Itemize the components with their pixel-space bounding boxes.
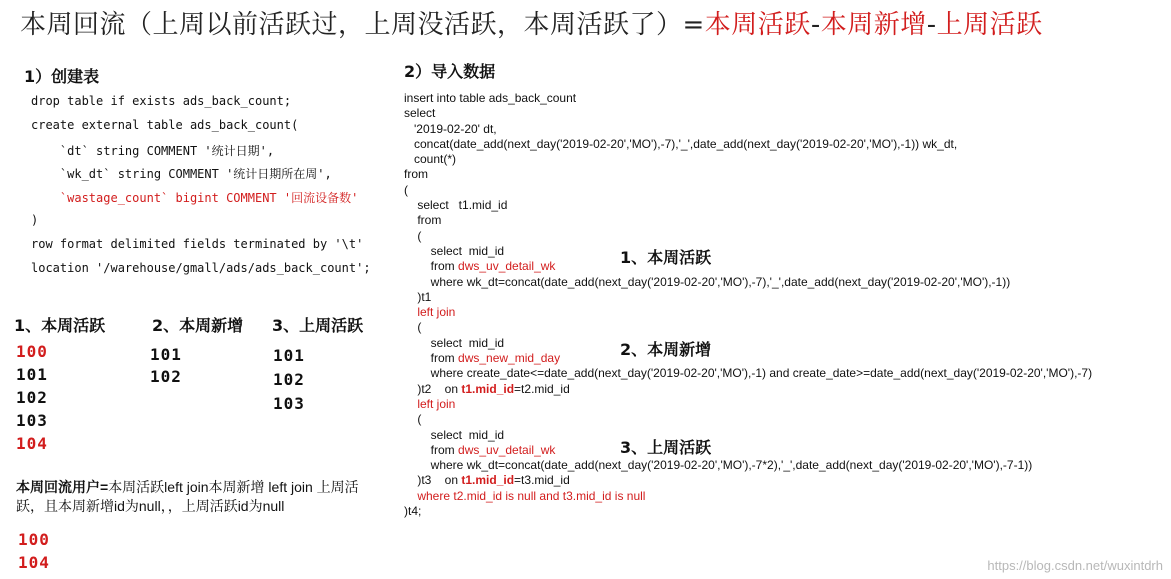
sql-token: ( bbox=[404, 182, 408, 197]
sql-line bbox=[404, 183, 1092, 198]
sql-token: select mid_id bbox=[404, 335, 505, 350]
sql-line bbox=[404, 259, 1092, 274]
sql-token: from bbox=[404, 213, 442, 228]
sql-token: where wk_dt=concat(date_add(next_day('2019-02-20','MO'),-7*2),'_',date_add(next_day('2019-02-20','MO'),-7-1)) bbox=[404, 458, 1033, 473]
ddl-line: `wastage_count` bigint COMMENT '回流设备数' bbox=[31, 191, 359, 206]
sql-line bbox=[404, 504, 1092, 519]
sql-token: from bbox=[404, 259, 459, 274]
id-value: 102 bbox=[16, 388, 48, 407]
sql-line bbox=[404, 305, 1092, 320]
sql-token: where wk_dt=concat(date_add(next_day('2019-02-20','MO'),-7),'_',date_add(next_day('2019-02-20','MO'),-1)) bbox=[404, 274, 1011, 289]
sql-line bbox=[404, 275, 1092, 290]
section-import-data-heading: 2）导入数据 bbox=[404, 62, 496, 81]
sql-line bbox=[404, 428, 1092, 443]
ddl-line: ) bbox=[31, 212, 39, 227]
sql-code-block bbox=[404, 91, 1092, 519]
sql-token: )t1 bbox=[404, 289, 432, 304]
result-id-list bbox=[18, 528, 50, 574]
id-value: 103 bbox=[16, 411, 48, 430]
sql-line bbox=[404, 213, 1092, 228]
sql-token: select t1.mid_id bbox=[404, 198, 508, 213]
id-value: 101 bbox=[16, 365, 48, 384]
sql-token: from bbox=[404, 351, 459, 366]
sql-token: )t2 on bbox=[404, 381, 462, 396]
sql-token: t1.mid_id bbox=[461, 473, 515, 488]
column-heading-this-week-new: 2、本周新增 bbox=[152, 316, 244, 335]
id-value: 100 bbox=[16, 342, 48, 361]
sql-side-label-this-week-active: 1、本周活跃 bbox=[620, 248, 712, 267]
id-value: 104 bbox=[16, 434, 48, 453]
id-value: 101 bbox=[273, 346, 305, 365]
id-value: 101 bbox=[150, 345, 182, 364]
title-minus-2: - bbox=[926, 10, 937, 40]
sql-token: select bbox=[404, 106, 436, 121]
title-term-this-week-new: 本周新增 bbox=[820, 10, 927, 40]
sql-line bbox=[404, 198, 1092, 213]
ddl-line: `dt` string COMMENT '统计日期', bbox=[31, 143, 275, 158]
title-term-this-week-active: 本周活跃 bbox=[704, 10, 811, 40]
sql-token: =t3.mid_id bbox=[514, 473, 570, 488]
sql-token: from bbox=[404, 442, 459, 457]
sql-token: dws_new_mid_day bbox=[458, 351, 561, 366]
sql-line bbox=[404, 152, 1092, 167]
id-list-last-week-active bbox=[273, 344, 305, 416]
title-minus-1: - bbox=[810, 10, 821, 40]
sql-token: select mid_id bbox=[404, 427, 505, 442]
sql-line bbox=[404, 290, 1092, 305]
section-create-table-heading: 1）创建表 bbox=[24, 67, 100, 86]
sql-token: '2019-02-20' dt, bbox=[404, 121, 497, 136]
ddl-line: create external table ads_back_count( bbox=[31, 117, 299, 132]
column-heading-this-week-active: 1、本周活跃 bbox=[14, 316, 106, 335]
ddl-line: row format delimited fields terminated by '\t' bbox=[31, 236, 364, 251]
id-value: 102 bbox=[273, 370, 305, 389]
sql-token: where t2.mid_id is null and t3.mid_id is null bbox=[404, 488, 646, 503]
sql-line bbox=[404, 443, 1092, 458]
sql-line bbox=[404, 336, 1092, 351]
sql-line bbox=[404, 397, 1092, 412]
summary-bold-label: 本周回流用户= bbox=[16, 479, 109, 495]
page-title bbox=[20, 4, 1043, 41]
sql-token: concat(date_add(next_day('2019-02-20','MO'),-7),'_',date_add(next_day('2019-02-20','MO'),-1)) wk_dt, bbox=[404, 136, 958, 151]
result-id-value: 100 bbox=[18, 530, 50, 549]
sql-token: dws_uv_detail_wk bbox=[458, 442, 556, 457]
sql-token: )t3 on bbox=[404, 473, 462, 488]
id-value: 103 bbox=[273, 394, 305, 413]
sql-line bbox=[404, 412, 1092, 427]
sql-line bbox=[404, 91, 1092, 106]
sql-line bbox=[404, 458, 1092, 473]
id-list-this-week-active bbox=[16, 340, 48, 455]
sql-token: count(*) bbox=[404, 152, 457, 167]
summary-text bbox=[16, 478, 378, 516]
result-id-value: 104 bbox=[18, 553, 50, 572]
sql-line bbox=[404, 137, 1092, 152]
id-value: 102 bbox=[150, 367, 182, 386]
sql-token: ( bbox=[404, 228, 422, 243]
sql-token: ( bbox=[404, 320, 422, 335]
ddl-code-block bbox=[31, 94, 371, 284]
sql-line bbox=[404, 244, 1092, 259]
sql-token: select mid_id bbox=[404, 243, 505, 258]
sql-line bbox=[404, 351, 1092, 366]
sql-token: =t2.mid_id bbox=[514, 381, 570, 396]
sql-token: from bbox=[404, 167, 428, 182]
sql-token: left join bbox=[404, 305, 456, 320]
sql-line bbox=[404, 382, 1092, 397]
ddl-line: location '/warehouse/gmall/ads/ads_back_count'; bbox=[31, 260, 371, 275]
id-list-this-week-new bbox=[150, 344, 182, 388]
sql-token: insert into table ads_back_count bbox=[404, 91, 577, 105]
sql-token: ( bbox=[404, 412, 422, 427]
sql-side-label-last-week-active: 3、上周活跃 bbox=[620, 438, 712, 457]
title-term-last-week-active: 上周活跃 bbox=[936, 10, 1043, 40]
sql-line bbox=[404, 366, 1092, 381]
ddl-line: drop table if exists ads_back_count; bbox=[31, 94, 292, 108]
sql-line bbox=[404, 167, 1092, 182]
sql-line bbox=[404, 473, 1092, 488]
sql-token: )t4; bbox=[404, 504, 422, 519]
sql-token: dws_uv_detail_wk bbox=[458, 259, 556, 274]
sql-token: t1.mid_id bbox=[461, 381, 515, 396]
column-heading-last-week-active: 3、上周活跃 bbox=[272, 316, 364, 335]
sql-line bbox=[404, 229, 1092, 244]
sql-line bbox=[404, 320, 1092, 335]
sql-token: where create_date<=date_add(next_day('2019-02-20','MO'),-1) and create_date>=date_add(next_day('2019-02-20','MO'),-7) bbox=[404, 366, 1093, 381]
watermark-url: https://blog.csdn.net/wuxintdrh bbox=[987, 558, 1163, 573]
title-formula-lead: 本周回流（上周以前活跃过，上周没活跃，本周活跃了）= bbox=[20, 10, 705, 40]
ddl-line: `wk_dt` string COMMENT '统计日期所在周', bbox=[31, 167, 332, 182]
sql-token: left join bbox=[404, 396, 456, 411]
sql-line bbox=[404, 122, 1092, 137]
sql-line bbox=[404, 106, 1092, 121]
summary-rest: 本周活跃left join本周新增 left join 上周活跃，且本周新增id为null，，上周活跃id为null bbox=[16, 479, 359, 514]
sql-side-label-this-week-new: 2、本周新增 bbox=[620, 340, 712, 359]
sql-line bbox=[404, 489, 1092, 504]
